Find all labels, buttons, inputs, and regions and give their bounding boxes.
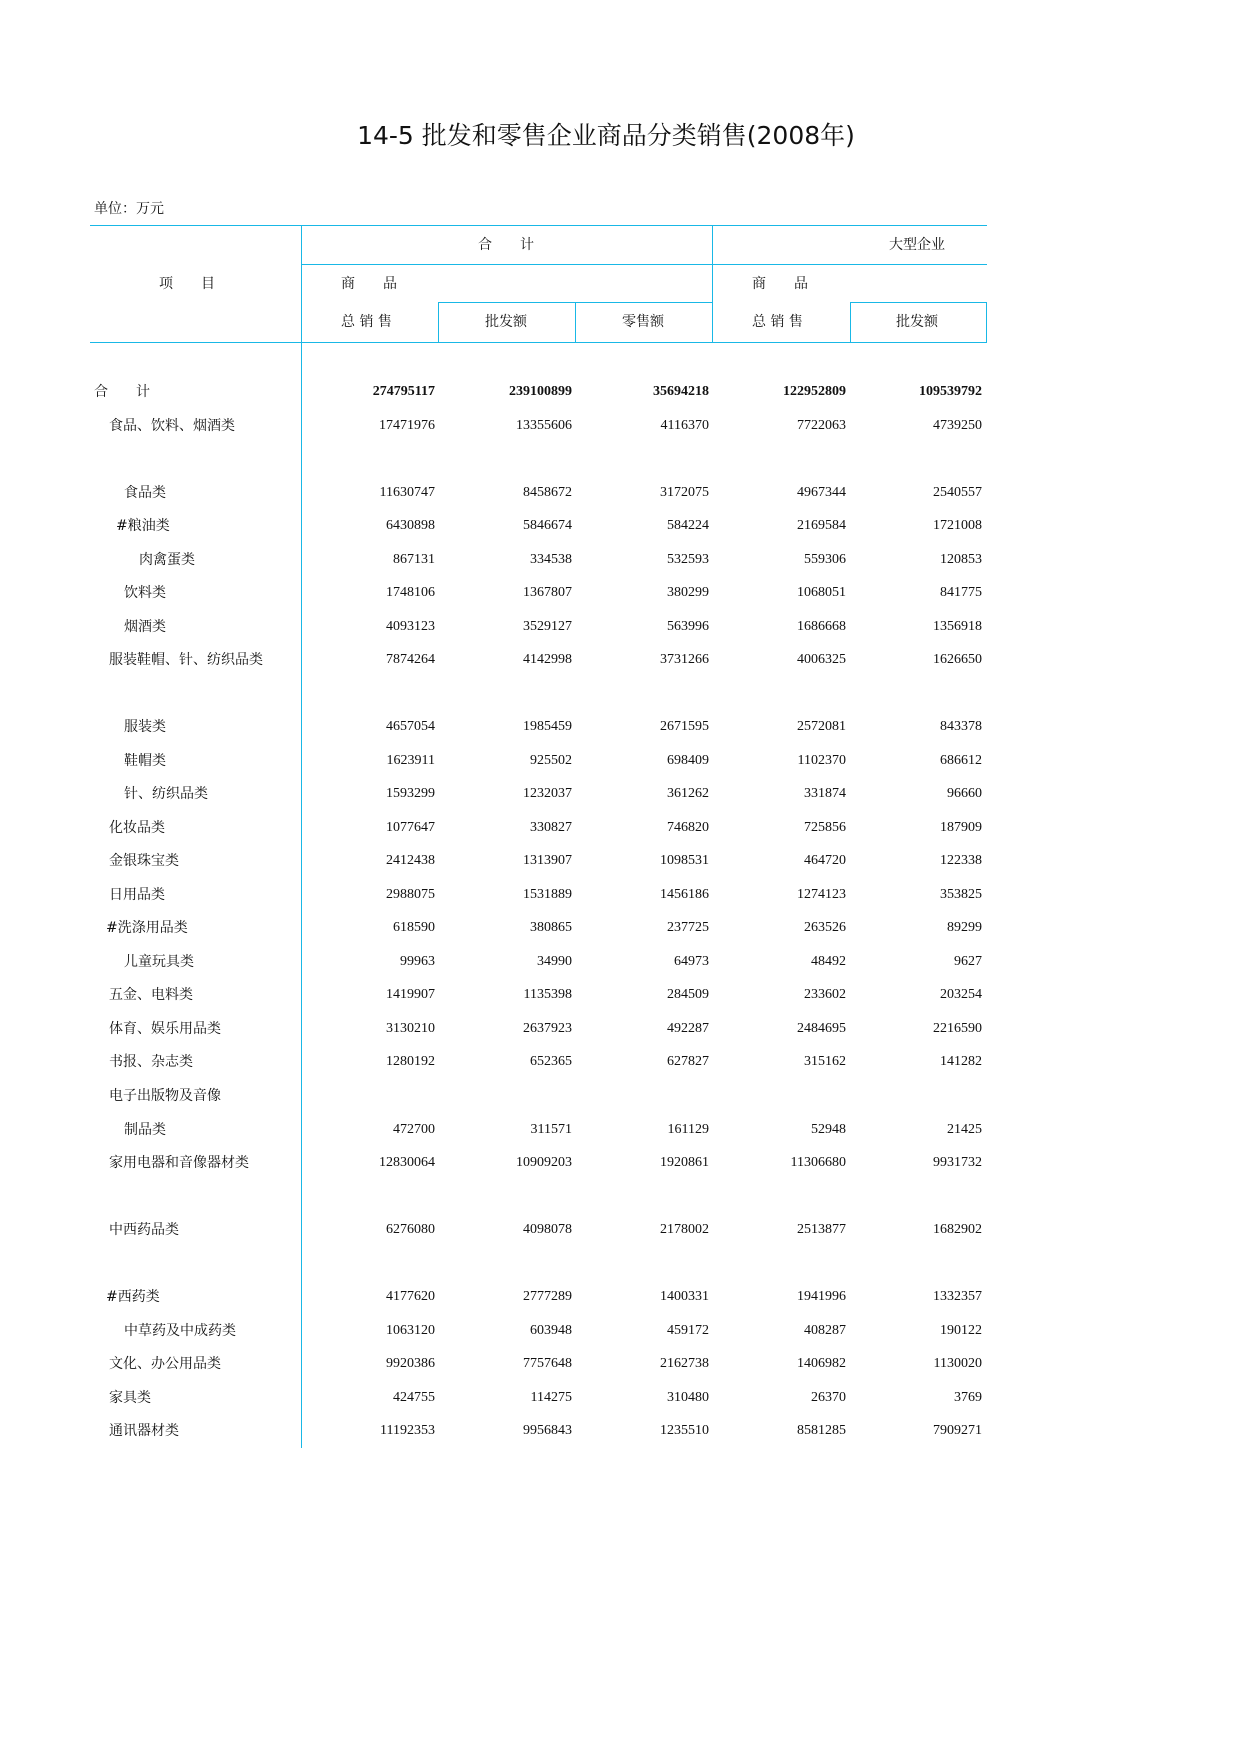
cell-value: 652365 — [530, 1054, 572, 1069]
cell-value: 5846674 — [523, 518, 572, 533]
cell-value: 9956843 — [523, 1423, 572, 1438]
cell-value: 492287 — [667, 1021, 709, 1036]
cell-value: 1235510 — [660, 1423, 709, 1438]
row-label: 食品、饮料、烟酒类 — [109, 418, 235, 434]
cell-value: 1626650 — [933, 652, 982, 667]
cell-value: 96660 — [947, 786, 982, 801]
row-label: 食品类 — [124, 485, 166, 501]
cell-value: 190122 — [940, 1323, 982, 1338]
cell-value: 6276080 — [386, 1222, 435, 1237]
cell-value: 532593 — [667, 552, 709, 567]
row-label: 饮料类 — [124, 585, 166, 601]
cell-value: 603948 — [530, 1323, 572, 1338]
cell-value: 627827 — [667, 1054, 709, 1069]
cell-value: 99963 — [400, 954, 435, 969]
cell-value: 11306680 — [790, 1155, 846, 1170]
cell-value: 4098078 — [523, 1222, 572, 1237]
header-rule — [850, 302, 987, 303]
cell-value: 1356918 — [933, 619, 982, 634]
table-top-rule — [90, 225, 987, 226]
cell-value: 353825 — [940, 887, 982, 902]
cell-value: 618590 — [393, 920, 435, 935]
cell-value: 3130210 — [386, 1021, 435, 1036]
cell-value: 1419907 — [386, 987, 435, 1002]
cell-value: 464720 — [804, 853, 846, 868]
cell-value: 4967344 — [797, 485, 846, 500]
cell-value: 1367807 — [523, 585, 572, 600]
cell-value: 2216590 — [933, 1021, 982, 1036]
cell-value: 2162738 — [660, 1356, 709, 1371]
header-total-sales: 总 销 售 — [341, 314, 392, 330]
cell-value: 310480 — [667, 1390, 709, 1405]
header-rule — [301, 264, 987, 265]
row-label: #西药类 — [106, 1289, 160, 1305]
cell-value: 34990 — [537, 954, 572, 969]
cell-value: 1077647 — [386, 820, 435, 835]
cell-value: 4177620 — [386, 1289, 435, 1304]
cell-value: 3172075 — [660, 485, 709, 500]
row-label: 针、纺织品类 — [124, 786, 208, 802]
cell-value: 334538 — [530, 552, 572, 567]
cell-value: 35694218 — [653, 384, 709, 399]
cell-value: 120853 — [940, 552, 982, 567]
cell-value: 1232037 — [523, 786, 572, 801]
cell-value: 3769 — [954, 1390, 982, 1405]
cell-value: 1686668 — [797, 619, 846, 634]
cell-value: 1130020 — [933, 1356, 982, 1371]
cell-value: 380299 — [667, 585, 709, 600]
header-item: 项 目 — [159, 276, 215, 292]
cell-value: 331874 — [804, 786, 846, 801]
cell-value: 472700 — [393, 1122, 435, 1137]
cell-value: 841775 — [940, 585, 982, 600]
cell-value: 315162 — [804, 1054, 846, 1069]
cell-value: 843378 — [940, 719, 982, 734]
cell-value: 48492 — [811, 954, 846, 969]
cell-value: 330827 — [530, 820, 572, 835]
cell-value: 2777289 — [523, 1289, 572, 1304]
cell-value: 2513877 — [797, 1222, 846, 1237]
column-divider — [986, 302, 987, 342]
cell-value: 584224 — [667, 518, 709, 533]
cell-value: 1941996 — [797, 1289, 846, 1304]
cell-value: 21425 — [947, 1122, 982, 1137]
cell-value: 7722063 — [797, 418, 846, 433]
cell-value: 559306 — [804, 552, 846, 567]
cell-value: 746820 — [667, 820, 709, 835]
cell-value: 4142998 — [523, 652, 572, 667]
cell-value: 161129 — [667, 1122, 709, 1137]
cell-value: 8581285 — [797, 1423, 846, 1438]
row-label: 中草药及中成药类 — [124, 1323, 236, 1339]
header-group-total: 合 计 — [478, 237, 534, 253]
row-label: 服装类 — [124, 719, 166, 735]
cell-value: 1280192 — [386, 1054, 435, 1069]
row-label: 通讯器材类 — [109, 1423, 179, 1439]
cell-value: 263526 — [804, 920, 846, 935]
cell-value: 109539792 — [919, 384, 982, 399]
cell-value: 2572081 — [797, 719, 846, 734]
cell-value: 11630747 — [379, 485, 435, 500]
cell-value: 9931732 — [933, 1155, 982, 1170]
header-retail: 零售额 — [622, 314, 664, 330]
cell-value: 2169584 — [797, 518, 846, 533]
row-label: 日用品类 — [109, 887, 165, 903]
cell-value: 1102370 — [797, 753, 846, 768]
cell-value: 6430898 — [386, 518, 435, 533]
cell-value: 114275 — [530, 1390, 572, 1405]
row-label: #粮油类 — [116, 518, 170, 534]
row-label: 家用电器和音像器材类 — [109, 1155, 249, 1171]
cell-value: 8458672 — [523, 485, 572, 500]
header-bottom-rule — [90, 342, 987, 343]
cell-value: 4657054 — [386, 719, 435, 734]
cell-value: 284509 — [667, 987, 709, 1002]
cell-value: 1920861 — [660, 1155, 709, 1170]
cell-value: 52948 — [811, 1122, 846, 1137]
cell-value: 380865 — [530, 920, 572, 935]
cell-value: 1068051 — [797, 585, 846, 600]
column-divider — [850, 302, 851, 342]
cell-value: 1721008 — [933, 518, 982, 533]
cell-value: 1274123 — [797, 887, 846, 902]
cell-value: 1456186 — [660, 887, 709, 902]
column-divider — [712, 226, 713, 342]
cell-value: 408287 — [804, 1323, 846, 1338]
cell-value: 4116370 — [660, 418, 709, 433]
unit-label: 单位：万元 — [94, 201, 164, 217]
cell-value: 1135398 — [523, 987, 572, 1002]
cell-value: 3731266 — [660, 652, 709, 667]
cell-value: 2637923 — [523, 1021, 572, 1036]
row-label: 五金、电料类 — [109, 987, 193, 1003]
cell-value: 12830064 — [379, 1155, 435, 1170]
cell-value: 187909 — [940, 820, 982, 835]
cell-value: 1748106 — [386, 585, 435, 600]
cell-value: 4739250 — [933, 418, 982, 433]
row-label: 肉禽蛋类 — [139, 552, 195, 568]
row-label: 制品类 — [124, 1122, 166, 1138]
cell-value: 1985459 — [523, 719, 572, 734]
cell-value: 1682902 — [933, 1222, 982, 1237]
cell-value: 1623911 — [386, 753, 435, 768]
cell-value: 2412438 — [386, 853, 435, 868]
cell-value: 233602 — [804, 987, 846, 1002]
cell-value: 424755 — [393, 1390, 435, 1405]
cell-value: 7874264 — [386, 652, 435, 667]
header-total-sales-large: 总 销 售 — [752, 314, 803, 330]
cell-value: 867131 — [393, 552, 435, 567]
cell-value: 4006325 — [797, 652, 846, 667]
cell-value: 1531889 — [523, 887, 572, 902]
cell-value: 9627 — [954, 954, 982, 969]
cell-value: 4093123 — [386, 619, 435, 634]
cell-value: 122952809 — [783, 384, 846, 399]
row-label: 烟酒类 — [124, 619, 166, 635]
cell-value: 459172 — [667, 1323, 709, 1338]
cell-value: 7909271 — [933, 1423, 982, 1438]
row-label: #洗涤用品类 — [106, 920, 188, 936]
cell-value: 26370 — [811, 1390, 846, 1405]
row-label: 文化、办公用品类 — [109, 1356, 221, 1372]
header-goods-large: 商 品 — [752, 276, 808, 292]
row-label: 鞋帽类 — [124, 753, 166, 769]
column-divider — [575, 302, 576, 342]
row-label: 合 计 — [94, 384, 150, 400]
row-label: 服装鞋帽、针、纺织品类 — [109, 652, 263, 668]
cell-value: 2671595 — [660, 719, 709, 734]
cell-value: 64973 — [674, 954, 709, 969]
cell-value: 2540557 — [933, 485, 982, 500]
header-group-large: 大型企业 — [889, 237, 945, 253]
cell-value: 2178002 — [660, 1222, 709, 1237]
cell-value: 563996 — [667, 619, 709, 634]
cell-value: 239100899 — [509, 384, 572, 399]
row-label: 电子出版物及音像 — [109, 1088, 221, 1104]
cell-value: 2484695 — [797, 1021, 846, 1036]
cell-value: 1332357 — [933, 1289, 982, 1304]
row-label: 书报、杂志类 — [109, 1054, 193, 1070]
header-goods: 商 品 — [341, 276, 397, 292]
cell-value: 141282 — [940, 1054, 982, 1069]
cell-value: 2988075 — [386, 887, 435, 902]
cell-value: 311571 — [530, 1122, 572, 1137]
cell-value: 725856 — [804, 820, 846, 835]
cell-value: 11192353 — [380, 1423, 435, 1438]
row-label: 金银珠宝类 — [109, 853, 179, 869]
page-title: 14-5 批发和零售企业商品分类销售(2008年) — [357, 121, 855, 150]
cell-value: 698409 — [667, 753, 709, 768]
row-label: 儿童玩具类 — [124, 954, 194, 970]
cell-value: 122338 — [940, 853, 982, 868]
cell-value: 3529127 — [523, 619, 572, 634]
row-label: 家具类 — [109, 1390, 151, 1406]
cell-value: 1406982 — [797, 1356, 846, 1371]
cell-value: 274795117 — [372, 384, 435, 399]
row-label: 体育、娱乐用品类 — [109, 1021, 221, 1037]
cell-value: 7757648 — [523, 1356, 572, 1371]
header-wholesale: 批发额 — [485, 314, 527, 330]
cell-value: 361262 — [667, 786, 709, 801]
cell-value: 89299 — [947, 920, 982, 935]
cell-value: 1400331 — [660, 1289, 709, 1304]
cell-value: 1593299 — [386, 786, 435, 801]
cell-value: 1098531 — [660, 853, 709, 868]
header-wholesale-large: 批发额 — [896, 314, 938, 330]
cell-value: 1313907 — [523, 853, 572, 868]
cell-value: 237725 — [667, 920, 709, 935]
cell-value: 9920386 — [386, 1356, 435, 1371]
cell-value: 1063120 — [386, 1323, 435, 1338]
cell-value: 203254 — [940, 987, 982, 1002]
cell-value: 10909203 — [516, 1155, 572, 1170]
cell-value: 925502 — [530, 753, 572, 768]
row-label: 化妆品类 — [109, 820, 165, 836]
column-divider — [438, 302, 439, 342]
row-label: 中西药品类 — [109, 1222, 179, 1238]
cell-value: 686612 — [940, 753, 982, 768]
column-divider — [301, 226, 302, 1448]
cell-value: 17471976 — [379, 418, 435, 433]
cell-value: 13355606 — [516, 418, 572, 433]
